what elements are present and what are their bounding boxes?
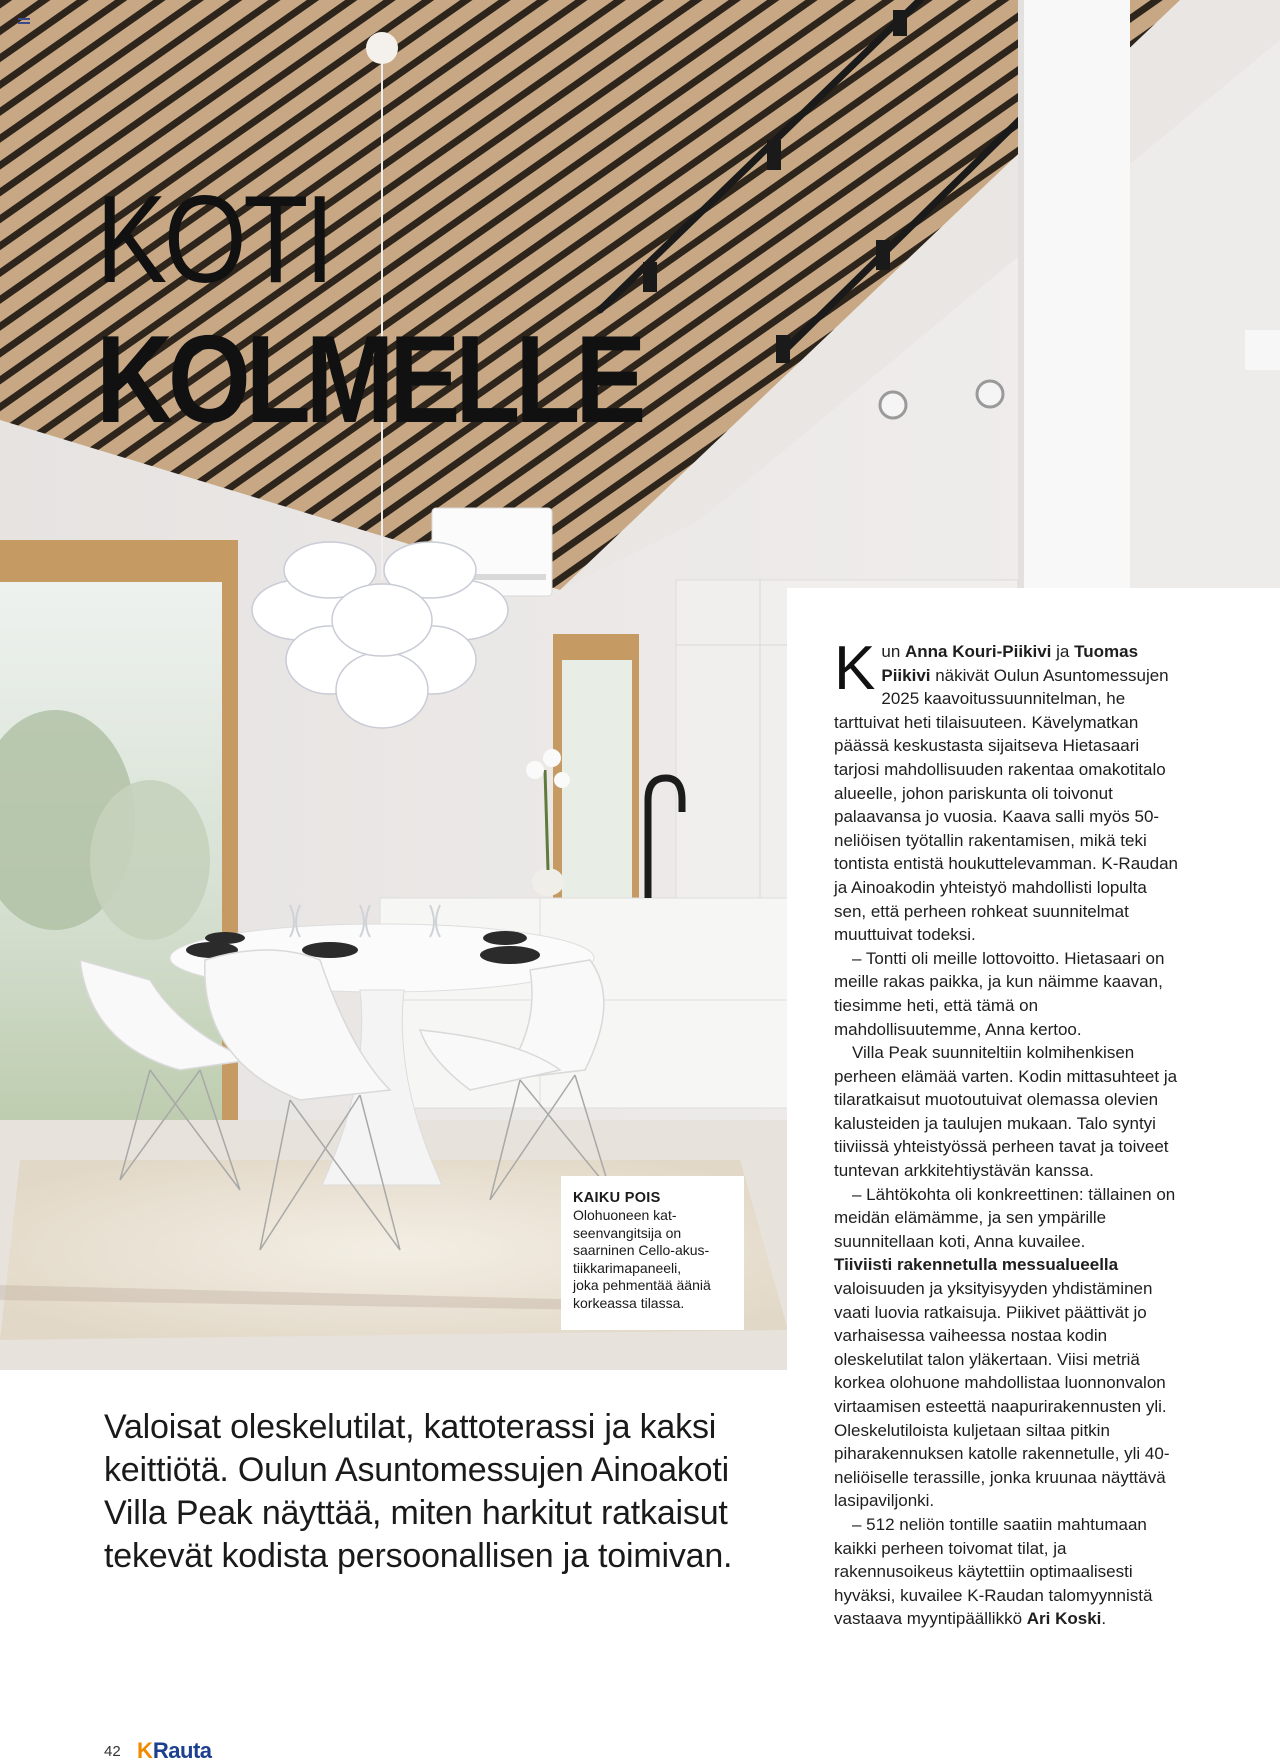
headline-line2: KOLMELLE [96,311,642,449]
caption-line: Olohuoneen kat- [573,1207,677,1223]
photo-caption [561,1176,744,1330]
article-paragraph: – Tontti oli meille lottovoitto. Hietasaari on meille rakas paikka, ja kun näimme kaavan, tiesimme heti, että tämä on mahdollisuutemme, Anna kertoo. [834,948,1165,1039]
k-rauta-logo [137,1740,212,1764]
article-paragraph [834,1513,1179,1631]
page-number: 42 [104,1743,121,1760]
caption-line: joka pehmentää ääniä [573,1277,711,1293]
text-span: – 512 neliön tontille saatiin mahtumaan kaikki perheen toivomat tilat, ja rakennusoikeus käytettiin optimaalisesti hyväksi, kuvailee K-Raudan talomyynnistä vastaava myyntipäällikkö [834,1514,1153,1629]
caption-line: seenvangitsija on [573,1224,682,1241]
text-span: näkivät Oulun Asuntomessujen 2025 kaavoitussuunnitelman, he tarttuivat heti tilaisuuteen. Kävelymatkan päässä keskustasta sijaitseva Hietasaari tarjosi mahdollisuuden rakentaa omakotitalo alueelle, johon pariskunta oli toivonut palaavansa jo vuosia. Kaava salli myös 50-neliöisen työtallin rakentamisen, mikä teki tontista entistä houkuttelevamman. K-Raudan ja Ainoakodin yhteistyö mahdollisti lopulta sen, että perheen rohkeat suunnitelmat muuttuivat todeksi. [834,665,1178,945]
drop-cap: K [834,634,876,703]
lead-paragraph: Valoisat oleskelutilat, kattoterassi ja kaksi keittiötä. Oulun Asuntomessujen Ainoakoti Villa Peak näyttää, miten harkitut ratkaisut tekevät kodista persoonallisen ja toimivan. [104,1408,733,1575]
headline-line1: KOTI [96,171,332,309]
article-paragraph: Villa Peak suunniteltiin kolmihenkisen perheen elämää varten. Kodin mittasuhteet ja tilaratkaisut muotoutuivat olemassa olevien kalusteiden ja taulujen mukaan. Talo syntyi tiiviissä yhteistyössä perheen tavat ja toiveet tuntevan arkkitehtiystävän kanssa. [834,1043,1178,1181]
article-panel [787,588,1280,1764]
logo-k: K [137,1738,153,1763]
caption-line: saarninen Cello-akus- [573,1242,710,1258]
person-name: Tuomas Piikivi [881,642,1139,685]
text-span: un [881,642,905,661]
person-name: Anna Kouri-Piikivi [905,642,1052,661]
article-subheading: Tiiviisti rakennetulla messualueella [834,1255,1119,1275]
person-name: Ari Koski [1026,1609,1102,1629]
logo-word: Rauta [152,1738,212,1763]
text-span: ja [1051,642,1075,661]
menu-icon[interactable] [18,18,30,27]
caption-line: tiikkarimapaneeli, [573,1259,682,1276]
article-paragraph [834,634,1179,947]
article-paragraph: valoisuuden ja yksityisyyden yhdistäminen vaati luovia ratkaisuja. Piikivet päättivät jo varhaisessa vaiheessa nostaa kodin oleskelutilat talon yläkertaan. Viisi metriä korkea olohuone mahdollistaa luonnonvalon virtaamisen esteettä naapurirakennusten yli. Oleskelutiloista kuljetaan siltaa pitkin piharakennuksen katolle rakennetulle, yli 40-neliöiselle terassille, jonka kruunaa näyttävä lasipaviljonki. [834,1279,1170,1511]
article-body [834,634,1179,1631]
article-paragraph: – Lähtökohta oli konkreettinen: tällainen on meidän elämämme, ja sen ympärille suunnitellaan koti, Anna kuvailee. [834,1184,1176,1251]
caption-title: KAIKU POIS [573,1190,661,1206]
caption-line: korkeassa tilassa. [573,1294,685,1311]
white-beam [1018,0,1130,588]
text-span: . [1101,1609,1107,1629]
